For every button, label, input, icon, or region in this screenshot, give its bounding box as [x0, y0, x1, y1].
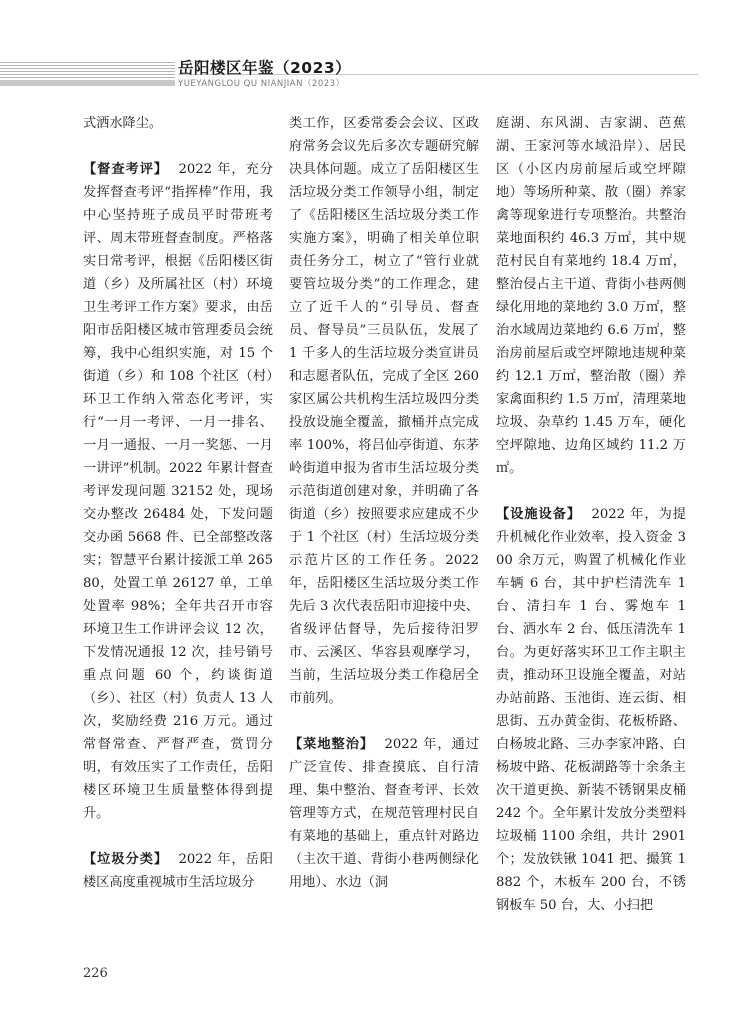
paragraph-garbage-sorting-cont: 类工作，区委常委会会议、区政府常务会议先后多次专题研究解决具体问题。成立了岳阳楼区生活垃圾分类工作领导小组，制定了《岳阳楼区生活垃圾分类工作实施方案》，明确了相关单位职责任务分工，树立了“管行业就要管垃圾分类”的工作理念，建立了近千人的“引导员、督查员、督导员”三员队伍，发展了 1 千多人的生活垃圾分类宣讲员和志愿者队伍，完成了全区 260 家区属公共机构生活垃圾四分类投放设施全覆盖，撤桶并点完成率 100%，将吕仙亭街道、东茅岭街道申报为省市生活垃圾分类示范街道创建对象，并明确了各街道（乡）按照要求应建成不少于 1 个社区（村）生活垃圾分类示范片区的工作任务。2022 年，岳阳楼区生活垃圾分类工作先后 3 次代表岳阳市迎接中央、省级评估督导，先后接待汨罗市、云溪区、华容县观摩学习，当前，生活垃圾分类工作稳居全市前列。 — [289, 116, 479, 706]
section-garbage-sorting — [83, 848, 273, 894]
section-body-garbage-sorting: 2022 年，岳阳楼区高度重视城市生活垃圾分 — [83, 852, 273, 890]
section-vegetable-plots — [289, 733, 479, 894]
section-title-facilities: 【设施设备】 — [496, 507, 582, 522]
section-title-vegetable-plots: 【菜地整治】 — [289, 737, 375, 752]
section-body-inspection: 2022 年，充分发挥督查考评“指挥棒”作用，我中心坚持班子成员平时带班考评、周末带班督查制度。严格落实日常考评，根据《岳阳楼区街道（乡）及所属社区（村）环境卫生考评工作方案》要求，由岳阳市岳阳楼区城市管理委员会统筹，我中心组织实施，对 15 个街道（乡）和 108 个社区（村）环卫工作纳入常态化考评，实行“一月一考评、一月一排名、一月一通报、一月一奖惩、一月一讲评”机制。2022 年累计督查考评发现问题 32152 处，现场交办整改 26484 处，下发问题交办函 5668 件、已全部整改落实；智慧平台累计接派工单 26580，处置工单 26127 单，工单处置率 98%；全年共召开市容环境卫生工作讲评会议 12 次，下发情况通报 12 次，挂号销号重点问题 60 个，约谈街道（乡）、社区（村）负责人 13 人次，奖励经费 216 万元。通过常督常查、严督严查，赏罚分明，有效压实了工作责任，岳阳楼区环境卫生质量整体得到提升。 — [83, 162, 274, 821]
section-facilities — [496, 503, 686, 917]
column-1 — [83, 112, 273, 894]
column-3 — [496, 112, 686, 917]
paragraph-continued: 式洒水降尘。 — [83, 116, 163, 131]
paragraph-vegetable-plots-cont: 庭湖、东风湖、吉家湖、芭蕉湖、王家河等水域沿岸）、居民区（小区内房前屋后或空坪隙地）等场所种菜、散（圈）养家禽等现象进行专项整治。共整治菜地面积约 46.3 万㎡，其中规范村民自有菜地约 18.4 万㎡，整治侵占主干道、背街小巷两侧绿化用地的菜地约 3.0 万㎡，整治水域周边菜地约 6.6 万㎡，整治房前屋后或空坪隙地违规种菜约 12.1 万㎡，整治散（圈）养家禽面积约 1.5 万㎡，清理菜地垃圾、杂草约 1.45 万车，硬化空坪隙地、边角区域约 11.2 万㎡。 — [496, 116, 686, 476]
section-title-garbage-sorting: 【垃圾分类】 — [83, 852, 169, 867]
section-inspection — [83, 158, 273, 825]
header-rule — [0, 80, 175, 86]
column-2 — [289, 112, 479, 894]
yearbook-title: 岳阳楼区年鉴（2023） — [178, 59, 352, 77]
section-body-vegetable-plots: 2022 年，通过广泛宣传、排查摸底、自行清理、集中整治、督查考评、长效管理等方式，在规范管理村民自有菜地的基础上，重点针对路边（主次干道、背街小巷两侧绿化用地）、水边（洞 — [289, 737, 479, 890]
page-number: 226 — [83, 966, 108, 981]
yearbook-subtitle: YUEYANGLOU QU NIANJIAN（2023） — [178, 79, 345, 89]
page-header — [0, 0, 750, 95]
header-stripes — [0, 62, 175, 78]
section-title-inspection: 【督查考评】 — [83, 162, 169, 177]
section-body-facilities: 2022 年，为提升机械化作业效率，投入资金 300 余万元，购置了机械化作业车辆 6 台，其中护栏清洗车 1 台、清扫车 1 台、雾炮车 1 台、洒水车 2 台、低压清洗车 1 台。为更好落实环卫工作主职主责，推动环卫设施全覆盖，对站办站前路、玉池街、连云街、相思街、五办黄金街、花板桥路、白杨坡北路、三办李家冲路、白杨坡中路、花板湖路等十余条主次干道更换、新装不锈钢果皮桶 242 个。全年累计发放分类塑料垃圾桶 1100 余组，共计 2901 个；发放铁锹 1041 把、撮箕 1882 个，木板车 200 台，不锈钢板车 50 台，大、小扫把 — [496, 507, 686, 913]
